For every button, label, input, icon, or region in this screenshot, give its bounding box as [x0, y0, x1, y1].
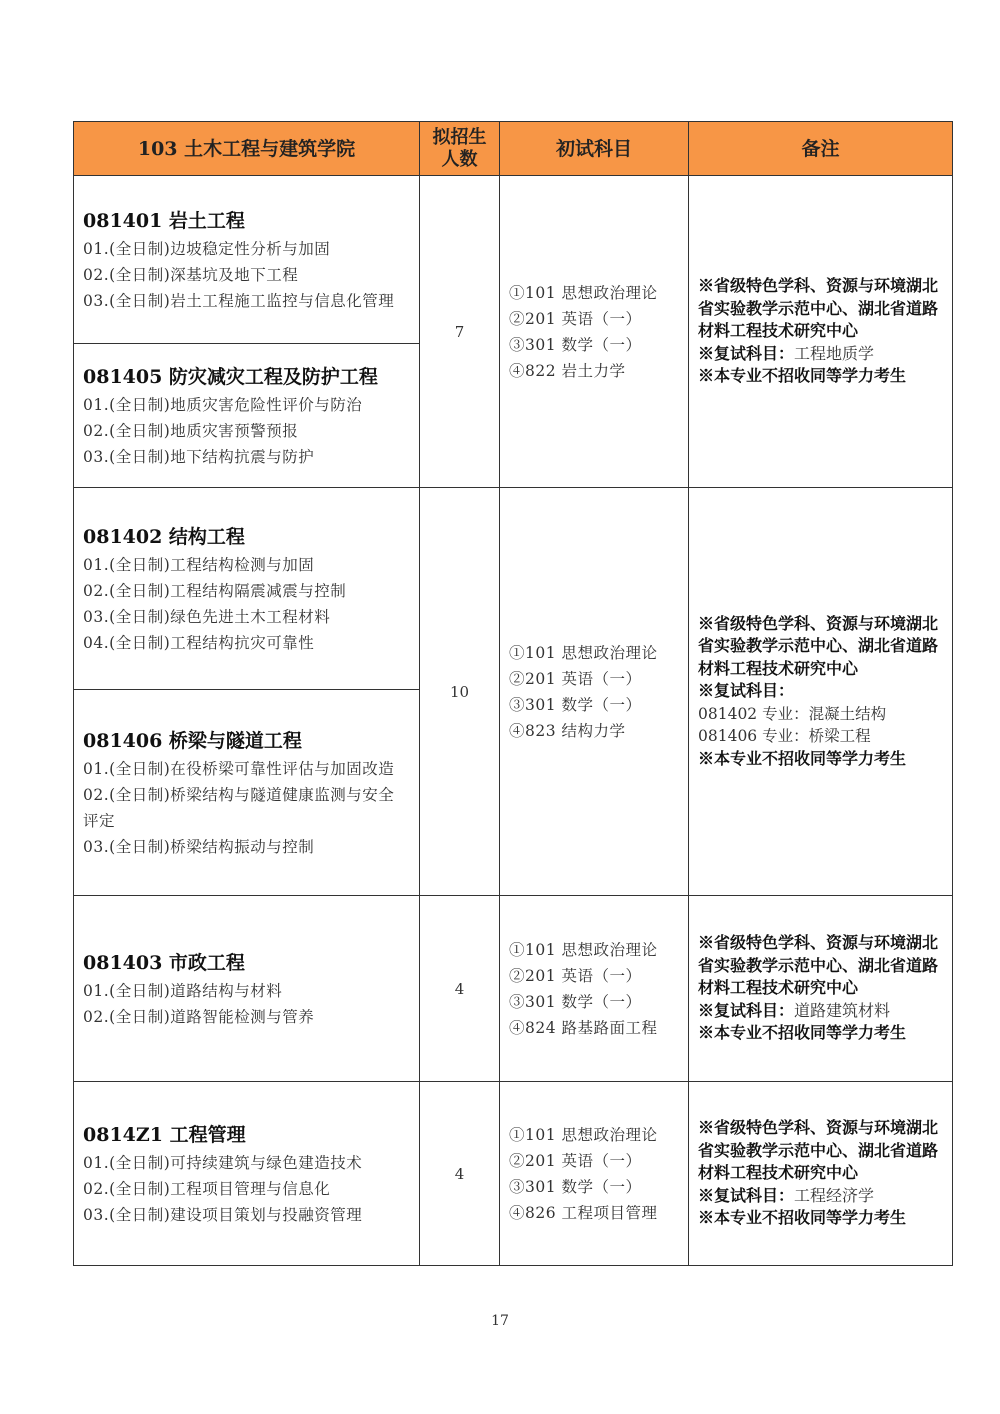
header-subjects: 初试科目 [500, 122, 689, 176]
quota-cell: 4 [420, 1082, 500, 1266]
retest-label: ※复试科目： [698, 1185, 795, 1205]
notes-cell [689, 896, 953, 1082]
research-direction: 02.(全日制)工程结构隔震减震与控制 [83, 581, 347, 600]
header-notes: 备注 [689, 122, 953, 176]
retest-note [698, 1000, 946, 1023]
table-row [74, 176, 953, 344]
retest-note [698, 343, 946, 366]
subjects-cell [500, 1082, 689, 1266]
feature-note: ※省级特色学科、资源与环境湖北省实验教学示范中心、湖北省道路材料工程技术研究中心 [698, 276, 939, 341]
notes-cell [689, 488, 953, 896]
exam-subject: ③301 数学（一） [509, 992, 642, 1011]
major-cell [74, 1082, 420, 1266]
page-number: 17 [491, 1313, 509, 1329]
exam-subject: ②201 英语（一） [509, 669, 642, 688]
research-direction: 02.(全日制)道路智能检测与管养 [83, 1007, 315, 1026]
research-direction: 03.(全日制)建设项目策划与投融资管理 [83, 1205, 363, 1224]
research-direction: 03.(全日制)绿色先进土木工程材料 [83, 607, 331, 626]
major-title: 081402 结构工程 [83, 525, 245, 548]
major-title: 081401 岩土工程 [83, 209, 245, 232]
retest-label: ※复试科目： [698, 681, 795, 701]
research-direction: 01.(全日制)道路结构与材料 [83, 981, 283, 1000]
retest-line: 081406 专业：桥梁工程 [698, 727, 871, 746]
table-row [74, 488, 953, 690]
research-direction: 01.(全日制)可持续建筑与绿色建造技术 [83, 1153, 363, 1172]
exam-subject: ①101 思想政治理论 [509, 940, 658, 959]
research-direction: 01.(全日制)工程结构检测与加固 [83, 555, 315, 574]
exam-subject: ②201 英语（一） [509, 309, 642, 328]
major-title: 081403 市政工程 [83, 951, 245, 974]
header-quota: 拟招生 人数 [420, 122, 500, 176]
no-equivalent-note: ※本专业不招收同等学力考生 [698, 748, 907, 768]
feature-note: ※省级特色学科、资源与环境湖北省实验教学示范中心、湖北省道路材料工程技术研究中心 [698, 933, 939, 998]
major-title: 081406 桥梁与隧道工程 [83, 729, 302, 752]
exam-subject: ①101 思想政治理论 [509, 283, 658, 302]
major-title: 081405 防灾减灾工程及防护工程 [83, 365, 378, 388]
research-direction: 01.(全日制)边坡稳定性分析与加固 [83, 239, 331, 258]
exam-subject: ①101 思想政治理论 [509, 643, 658, 662]
exam-subject: ③301 数学（一） [509, 695, 642, 714]
no-equivalent-note: ※本专业不招收同等学力考生 [698, 1208, 907, 1228]
retest-value: 工程经济学 [794, 1185, 875, 1205]
exam-subject: ④824 路基路面工程 [509, 1018, 658, 1037]
exam-subject: ①101 思想政治理论 [509, 1125, 658, 1144]
no-equivalent-note: ※本专业不招收同等学力考生 [698, 366, 907, 386]
exam-subject: ④822 岩土力学 [509, 361, 626, 380]
subjects-cell [500, 176, 689, 488]
research-direction: 02.(全日制)工程项目管理与信息化 [83, 1179, 331, 1198]
notes-cell [689, 1082, 953, 1266]
table-row [74, 1082, 953, 1266]
table-row [74, 896, 953, 1082]
exam-subject: ③301 数学（一） [509, 1177, 642, 1196]
retest-value: 道路建筑材料 [794, 1000, 891, 1020]
retest-label: ※复试科目： [698, 1000, 795, 1020]
notes-cell [689, 176, 953, 488]
exam-subject: ④823 结构力学 [509, 721, 626, 740]
retest-note [698, 680, 946, 703]
exam-subject: ②201 英语（一） [509, 1151, 642, 1170]
quota-cell: 7 [420, 176, 500, 488]
header-school: 103 土木工程与建筑学院 [74, 122, 420, 176]
research-direction: 04.(全日制)工程结构抗灾可靠性 [83, 633, 315, 652]
feature-note: ※省级特色学科、资源与环境湖北省实验教学示范中心、湖北省道路材料工程技术研究中心 [698, 613, 939, 678]
research-direction: 02.(全日制)桥梁结构与隧道健康监测与安全评定 [83, 785, 395, 830]
major-title: 0814Z1 工程管理 [83, 1123, 246, 1146]
research-direction: 03.(全日制)地下结构抗震与防护 [83, 447, 315, 466]
major-cell [74, 176, 420, 344]
research-direction: 03.(全日制)岩土工程施工监控与信息化管理 [83, 291, 395, 310]
quota-cell: 10 [420, 488, 500, 896]
retest-label: ※复试科目： [698, 343, 795, 363]
retest-note [698, 1185, 946, 1208]
retest-value: 工程地质学 [794, 343, 875, 363]
subjects-cell [500, 488, 689, 896]
research-direction: 01.(全日制)地质灾害危险性评价与防治 [83, 395, 363, 414]
major-cell [74, 896, 420, 1082]
header-row [74, 122, 953, 176]
subjects-cell [500, 896, 689, 1082]
research-direction: 03.(全日制)桥梁结构振动与控制 [83, 837, 315, 856]
research-direction: 02.(全日制)地质灾害预警预报 [83, 421, 299, 440]
no-equivalent-note: ※本专业不招收同等学力考生 [698, 1023, 907, 1043]
retest-line: 081402 专业：混凝土结构 [698, 704, 887, 723]
quota-cell: 4 [420, 896, 500, 1082]
admissions-table [73, 121, 953, 1266]
major-cell [74, 690, 420, 896]
major-cell [74, 344, 420, 488]
research-direction: 02.(全日制)深基坑及地下工程 [83, 265, 299, 284]
major-cell [74, 488, 420, 690]
exam-subject: ②201 英语（一） [509, 966, 642, 985]
feature-note: ※省级特色学科、资源与环境湖北省实验教学示范中心、湖北省道路材料工程技术研究中心 [698, 1118, 939, 1183]
exam-subject: ④826 工程项目管理 [509, 1203, 658, 1222]
research-direction: 01.(全日制)在役桥梁可靠性评估与加固改造 [83, 759, 395, 778]
exam-subject: ③301 数学（一） [509, 335, 642, 354]
